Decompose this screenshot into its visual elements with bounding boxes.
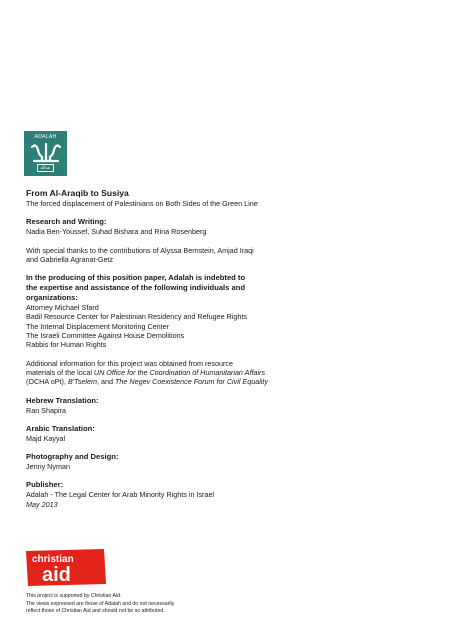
photographer: Jenny Nyman: [26, 462, 70, 472]
contributor-item: Attorney Michael Sfard: [26, 303, 99, 313]
hebrew-translation-heading: Hebrew Translation:: [26, 395, 99, 405]
christian-aid-logo: [24, 548, 108, 593]
publisher-name: Adalah - The Legal Center for Arab Minority Rights in Israel: [26, 490, 215, 500]
contributor-item: The Israeli Committee Against House Demolitions: [26, 331, 185, 341]
additional-info-line: materials of the local UN Office for the Coordination of Humanitarian Affairs: [26, 367, 266, 377]
thanks-line: With special thanks to the contributions of Alyssa Bernstein, Amjad Iraqi: [26, 245, 254, 255]
arabic-translation-heading: Arabic Translation:: [26, 423, 95, 433]
indebted-heading-line: organizations:: [26, 293, 78, 303]
footer-line: reflect those of Christian Aid and should not be so attributed.: [26, 608, 165, 615]
additional-info-line: (OCHA oPt), B'Tselem, and The Negev Coexistence Forum for Civil Equality: [26, 377, 268, 387]
footer-line: The views expressed are those of Adalah and do not necessarily: [26, 600, 175, 607]
credits-content: [26, 188, 426, 509]
christian-aid-word2: aid: [42, 564, 71, 586]
document-title: From Al-Araqib to Susiya: [26, 188, 129, 198]
logo-bottom-text: عدالة: [37, 164, 53, 172]
research-heading: Research and Writing:: [26, 217, 107, 227]
contributor-item: Badil Resource Center for Palestinian Residency and Refugee Rights: [26, 312, 247, 322]
hebrew-translator: Ran Shapira: [26, 405, 66, 415]
indebted-heading-line: the expertise and assistance of the following individuals and: [26, 283, 245, 293]
logo-top-text: ADALAH: [34, 134, 57, 140]
publication-date: May 2013: [26, 499, 58, 509]
thanks-line: and Gabriella Agranat-Getz: [26, 254, 114, 264]
additional-info-line: Additional information for this project was obtained from resource: [26, 358, 233, 368]
contributor-item: Rabbis for Human Rights: [26, 340, 107, 350]
christian-aid-word1: christian: [32, 554, 74, 565]
footer-line: This project is supported by Christian Aid.: [26, 593, 122, 599]
document-subtitle: The forced displacement of Palestinians on Both Sides of the Green Line: [26, 199, 258, 208]
adalah-emblem-icon: [30, 141, 62, 163]
research-authors: Nadia Ben-Youssef, Suhad Bishara and Rina Rosenberg: [26, 227, 207, 237]
arabic-translator: Majd Kayyal: [26, 433, 66, 443]
adalah-logo: [24, 131, 67, 176]
publisher-heading: Publisher:: [26, 480, 64, 490]
photography-heading: Photography and Design:: [26, 452, 119, 462]
indebted-heading-line: In the producing of this position paper, Adalah is indebted to: [26, 273, 246, 283]
contributor-item: The Internal Displacement Monitoring Center: [26, 321, 170, 331]
footer-disclaimer: [26, 593, 326, 616]
